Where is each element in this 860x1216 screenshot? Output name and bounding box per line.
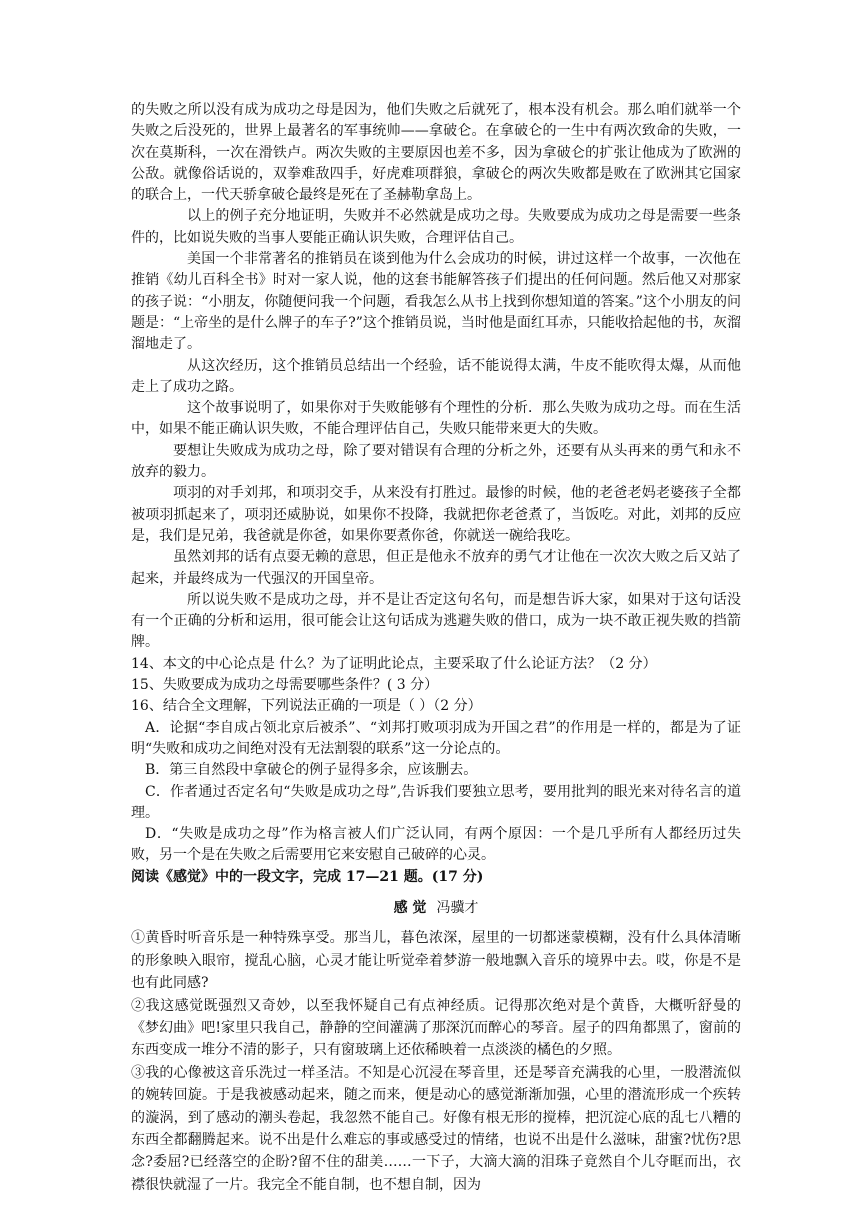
body-paragraph-liubang-rise: 虽然刘邦的话有点耍无赖的意思，但正是他永不放弃的勇气才让他在一次次大败之后又站了起来，并最终成为一代强汉的开国皇帝。	[131, 549, 741, 587]
article-heading	[131, 898, 741, 919]
body-paragraph-liubang: 项羽的对手刘邦，和项羽交手，从来没有打胜过。最惨的时候，他的老爸老妈老婆孩子全都被项羽抓起来了，项羽还威胁说，如果你不投降，我就把你老爸煮了，当饭吃。对此，刘邦的反应是，我们是兄弟，我爸就是你爸，如果你要煮你爸，你就送一碗给我吃。	[131, 485, 741, 544]
article-body	[131, 927, 741, 1196]
body-paragraph-conclusion: 所以说失败不是成功之母，并不是让否定这句名句，而是想告诉大家，如果对于这句话没有一个正确的分析和运用，很可能会让这句话成为逃避失败的借口，成为一块不敢正视失败的挡箭牌。	[131, 591, 741, 651]
option-d: D．“失败是成功之母”作为格言被人们广泛认同，有两个原因：一个是几乎所有人都经历过失败，另一个是在失败之后需要用它来安慰自己破碎的心灵。	[131, 826, 741, 864]
body-paragraph-story-meaning: 这个故事说明了，如果你对于失败能够有个理性的分析．那么失败为成功之母。而在生活中，如果不能正确认识失败，不能合理评估自己，失败只能带来更大的失败。	[131, 400, 741, 438]
article-paragraph-3: ③我的心像被这音乐洗过一样圣洁。不知是心沉浸在琴音里，还是琴音充满我的心里，一股潜流似的婉转回旋。于是我被感动起来，随之而来，便是动心的感觉渐渐加强，心里的潜流形成一个疾转的漩涡，到了感动的潮头卷起，我忽然不能自己。好像有根无形的搅棒，把沉淀心底的乱七八糟的东西全都翻腾起来。说不出是什么难忘的事或感受过的情绪，也说不出是什么滋味，甜蜜?忧伤?思念?委屈?已经落空的企盼?留不住的甜美……一下子，大滴大滴的泪珠子竟然自个儿夺眶而出，衣襟很快就湿了一片。我完全不能自制，也不想自制，因为	[131, 1064, 741, 1193]
article-paragraph-1: ①黄昏时听音乐是一种特殊享受。那当儿，暮色浓深，屋里的一切都迷蒙模糊，没有什么具体清晰的形象映入眼帘，搅乱心脑，心灵才能让听觉牵着梦游一般地飘入音乐的境界中去。哎，你是不是也有此同感?	[131, 930, 741, 992]
document-page	[131, 100, 741, 1196]
body-paragraph-courage: 要想让失败成为成功之母，除了要对错误有合理的分析之外，还要有从头再来的勇气和永不放弃的毅力。	[131, 442, 741, 481]
article-title: 感 觉	[393, 899, 427, 916]
body-paragraph-conditions: 以上的例子充分地证明，失败并不必然就是成功之母。失败要成为成功之母是需要一些条件的，比如说失败的当事人要能正确认识失败，合理评估自己。	[131, 208, 741, 246]
question-14: 14、本文的中心论点是 什么？为了证明此论点，主要采取了什么论证方法？（2 分）	[131, 655, 657, 672]
reading-prompt: 阅读《感觉》中的一段文字，完成 17—21 题。(17 分)	[131, 868, 484, 885]
article-author: 冯骥才	[436, 899, 479, 916]
body-paragraph-salesman-story: 美国一个非常著名的推销员在谈到他为什么会成功的时候，讲过这样一个故事，一次他在推销《幼儿百科全书》时对一家人说，他的这套书能解答孩子们提出的任何问题。然后他又对那家的孩子说：“小朋友，你随便问我一个问题，看我怎么从书上找到你想知道的答案。”这个小朋友的问题是：“上帝坐的是什么牌子的车子?”这个推销员说，当时他是面红耳赤，只能收拾起他的书，灰溜溜地走了。	[131, 251, 741, 353]
question-16: 16、结合全文理解，下列说法正确的一项是（ ）（2 分）	[131, 698, 482, 715]
article-paragraph-2: ②我这感觉既强烈又奇妙，以至我怀疑自己有点神经质。记得那次绝对是个黄昏，大概听舒曼的《梦幻曲》吧!家里只我自己，静静的空间灌满了那深沉而醉心的琴音。屋子的四角都黑了，窗前的东西变成一堆分不清的影子，只有窗玻璃上还依稀映着一点淡淡的橘色的夕照。	[131, 997, 741, 1059]
option-c: C．作者通过否定名句“失败是成功之母”,告诉我们要独立思考，要用批判的眼光来对待名言的道理。	[131, 783, 741, 821]
body-paragraph-experience: 从这次经历，这个推销员总结出一个经验，话不能说得太满，牛皮不能吹得太爆，从而他走上了成功之路。	[131, 357, 741, 395]
question-15: 15、失败要成为成功之母需要哪些条件？( 3 分）	[131, 677, 439, 694]
body-paragraph-napoleon: 的失败之所以没有成为成功之母是因为，他们失败之后就死了，根本没有机会。那么咱们就举一个失败之后没死的，世界上最著名的军事统帅——拿破仑。在拿破仑的一生中有两次致命的失败，一次在莫斯科，一次在滑铁卢。两次失败的主要原因也差不多，因为拿破仑的扩张让他成为了欧洲的公敌。就像俗话说的，双拳难敌四手，好虎难项群狼，拿破仑的两次失败都是败在了欧洲其它国家的联合上，一代天骄拿破仑最终是死在了圣赫勒拿岛上。	[131, 102, 741, 204]
option-b: B．第三自然段中拿破仑的例子显得多余，应该删去。	[145, 762, 478, 779]
option-a: A．论据“李自成占领北京后被杀”、“刘邦打败项羽成为开国之君”的作用是一样的，都是为了证明“失败和成功之间绝对没有无法割裂的联系”这一分论点的。	[131, 719, 741, 757]
